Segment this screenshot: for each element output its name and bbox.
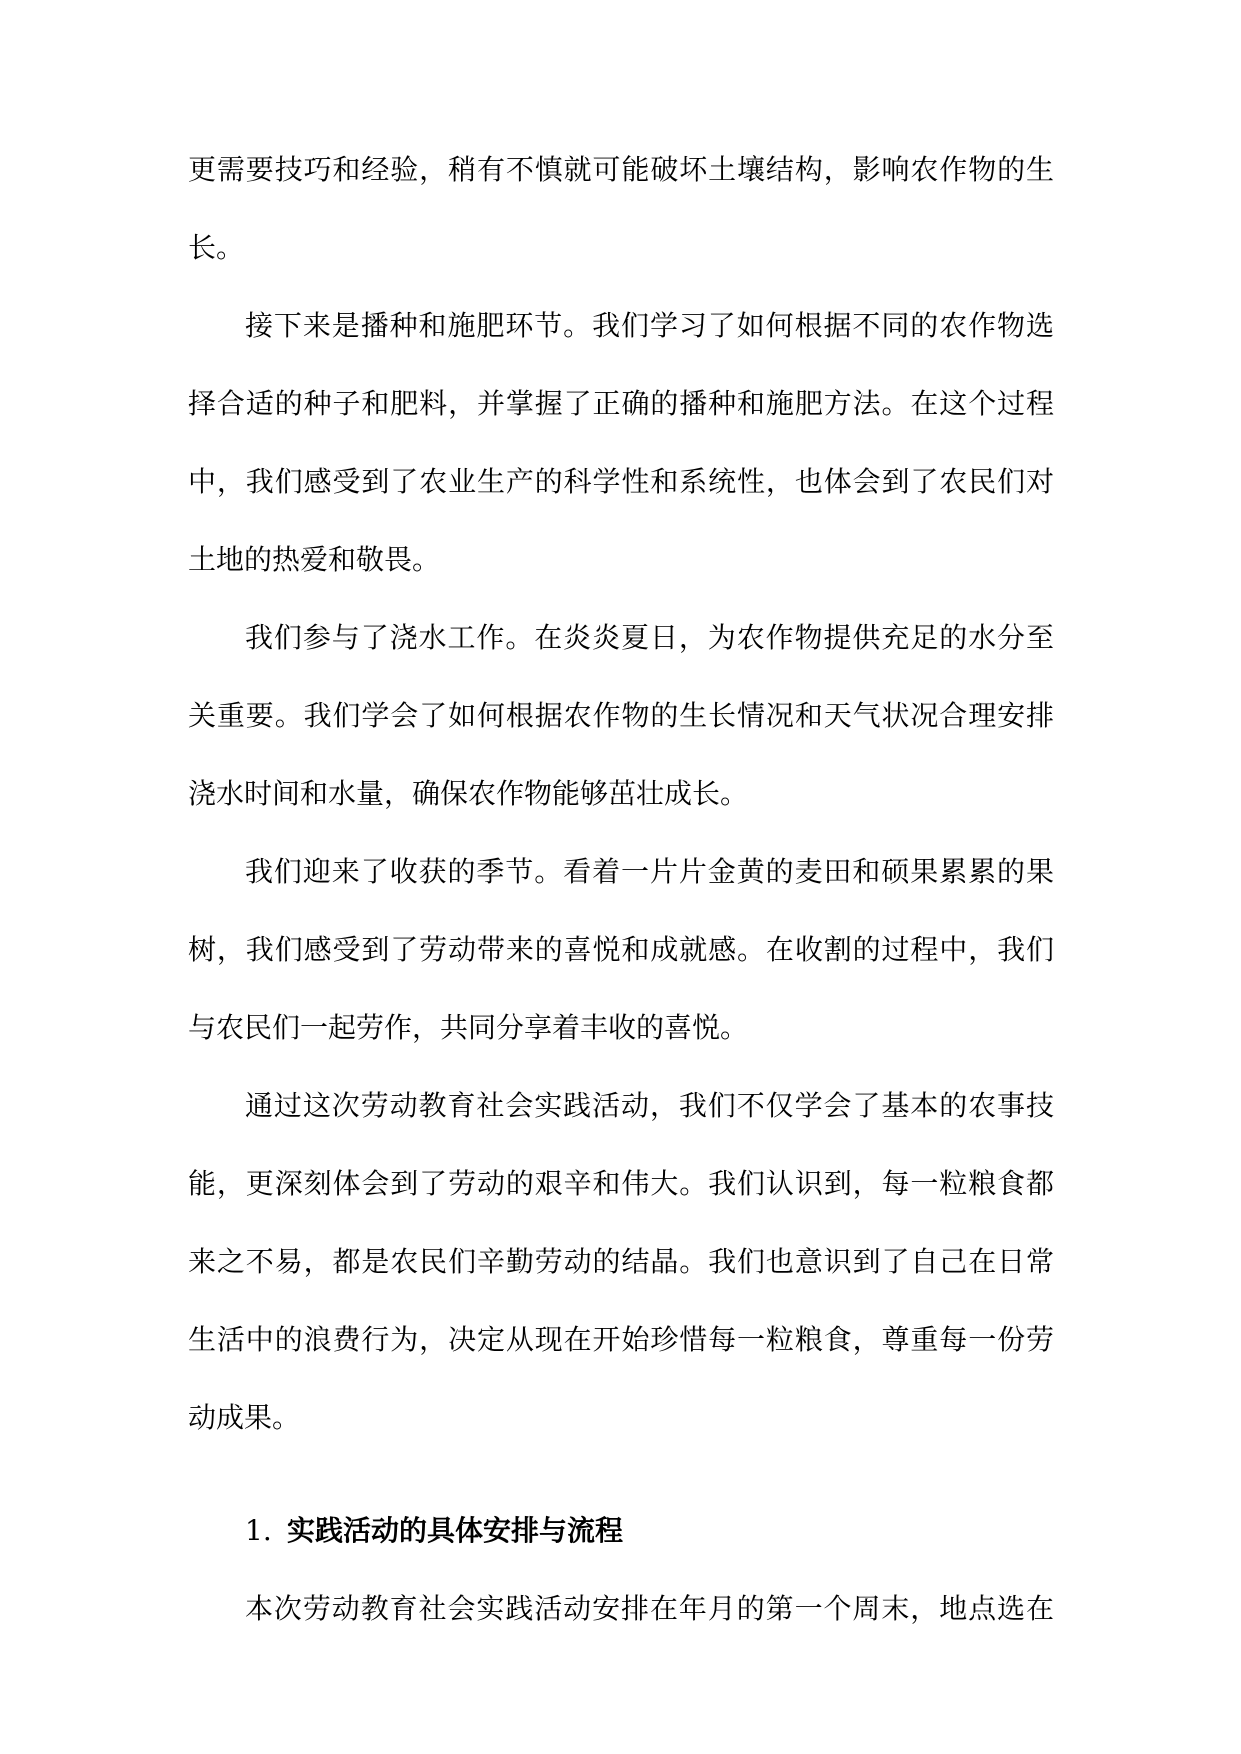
paragraph-line: 接下来是播种和施肥环节。我们学习了如何根据不同的农作物选 [245, 309, 1054, 342]
paragraph-line: 动成果。 [188, 1401, 301, 1434]
section-heading [188, 1503, 1054, 1581]
paragraph-5 [188, 1078, 1054, 1468]
paragraph-line: 来之不易，都是农民们辛勤劳动的结晶。我们也意识到了自己在日常 [188, 1245, 1054, 1278]
paragraph-line: 择合适的种子和肥料，并掌握了正确的播种和施肥方法。在这个过程 [188, 387, 1054, 420]
section-number: 1. [245, 1514, 272, 1547]
paragraph-line: 中，我们感受到了农业生产的科学性和系统性，也体会到了农民们对 [188, 465, 1054, 498]
paragraph-line: 浇水时间和水量，确保农作物能够茁壮成长。 [188, 777, 749, 810]
paragraph-line: 本次劳动教育社会实践活动安排在年月的第一个周末，地点选在 [245, 1592, 1054, 1625]
paragraph-line: 土地的热爱和敬畏。 [188, 543, 441, 576]
section-title: 实践活动的具体安排与流程 [287, 1514, 624, 1547]
paragraph-line: 与农民们一起劳作，共同分享着丰收的喜悦。 [188, 1011, 749, 1044]
document-body [188, 142, 1054, 1659]
paragraph-line: 长。 [188, 231, 245, 264]
paragraph-line: 关重要。我们学会了如何根据农作物的生长情况和天气状况合理安排 [188, 699, 1054, 732]
paragraph-line: 能，更深刻体会到了劳动的艰辛和伟大。我们认识到，每一粒粮食都 [188, 1167, 1054, 1200]
paragraph-line: 树，我们感受到了劳动带来的喜悦和成就感。在收割的过程中，我们 [188, 933, 1054, 966]
paragraph-4 [188, 844, 1054, 1078]
paragraph-line: 我们迎来了收获的季节。看着一片片金黄的麦田和硕果累累的果 [245, 855, 1054, 888]
paragraph-line: 通过这次劳动教育社会实践活动，我们不仅学会了基本的农事技 [245, 1089, 1054, 1122]
paragraph-6 [188, 1581, 1054, 1659]
section-spacer [188, 1468, 1054, 1503]
paragraph-2 [188, 298, 1054, 610]
paragraph-3 [188, 610, 1054, 844]
paragraph-line: 更需要技巧和经验，稍有不慎就可能破坏土壤结构，影响农作物的生 [188, 153, 1054, 186]
paragraph-line: 生活中的浪费行为，决定从现在开始珍惜每一粒粮食，尊重每一份劳 [188, 1323, 1054, 1356]
paragraph-1 [188, 142, 1054, 298]
paragraph-line: 我们参与了浇水工作。在炎炎夏日，为农作物提供充足的水分至 [245, 621, 1054, 654]
